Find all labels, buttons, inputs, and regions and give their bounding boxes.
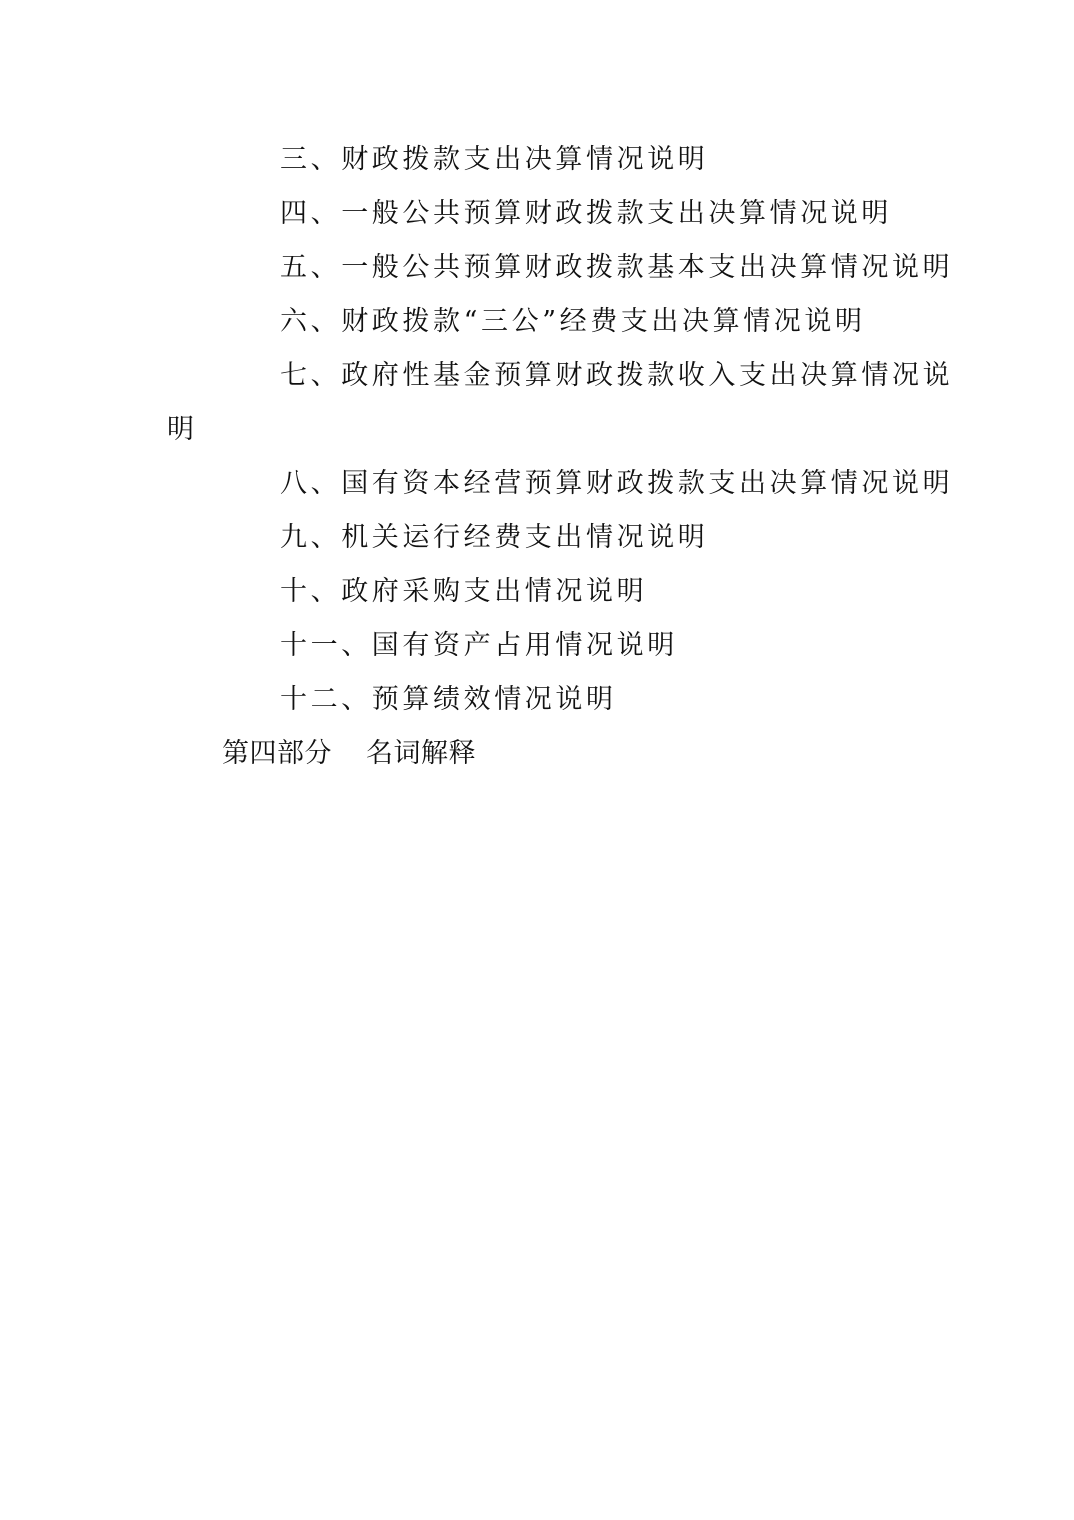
toc-item-12: 十二、预算绩效情况说明 (280, 684, 617, 715)
toc-item-6: 六、财政拨款“三公”经费支出决算情况说明 (280, 306, 866, 337)
section-heading-part-four (167, 727, 915, 781)
toc-item-3: 三、财政拨款支出决算情况说明 (280, 144, 709, 175)
toc-item-11: 十一、国有资产占用情况说明 (280, 630, 678, 661)
toc-item-4: 四、一般公共预算财政拨款支出决算情况说明 (280, 198, 892, 229)
toc-item-10: 十、政府采购支出情况说明 (280, 576, 648, 607)
table-of-contents (167, 133, 954, 781)
section-heading-part: 第四部分 (222, 738, 332, 769)
toc-item-9: 九、机关运行经费支出情况说明 (280, 522, 709, 553)
section-heading-title: 名词解释 (366, 738, 476, 769)
toc-item-8: 八、国有资本经营预算财政拨款支出决算情况说明 (280, 468, 954, 499)
toc-item-7-continuation: 明 (167, 414, 198, 445)
toc-item-5: 五、一般公共预算财政拨款基本支出决算情况说明 (280, 252, 954, 283)
toc-item-7: 七、政府性基金预算财政拨款收入支出决算情况说 (280, 360, 954, 391)
